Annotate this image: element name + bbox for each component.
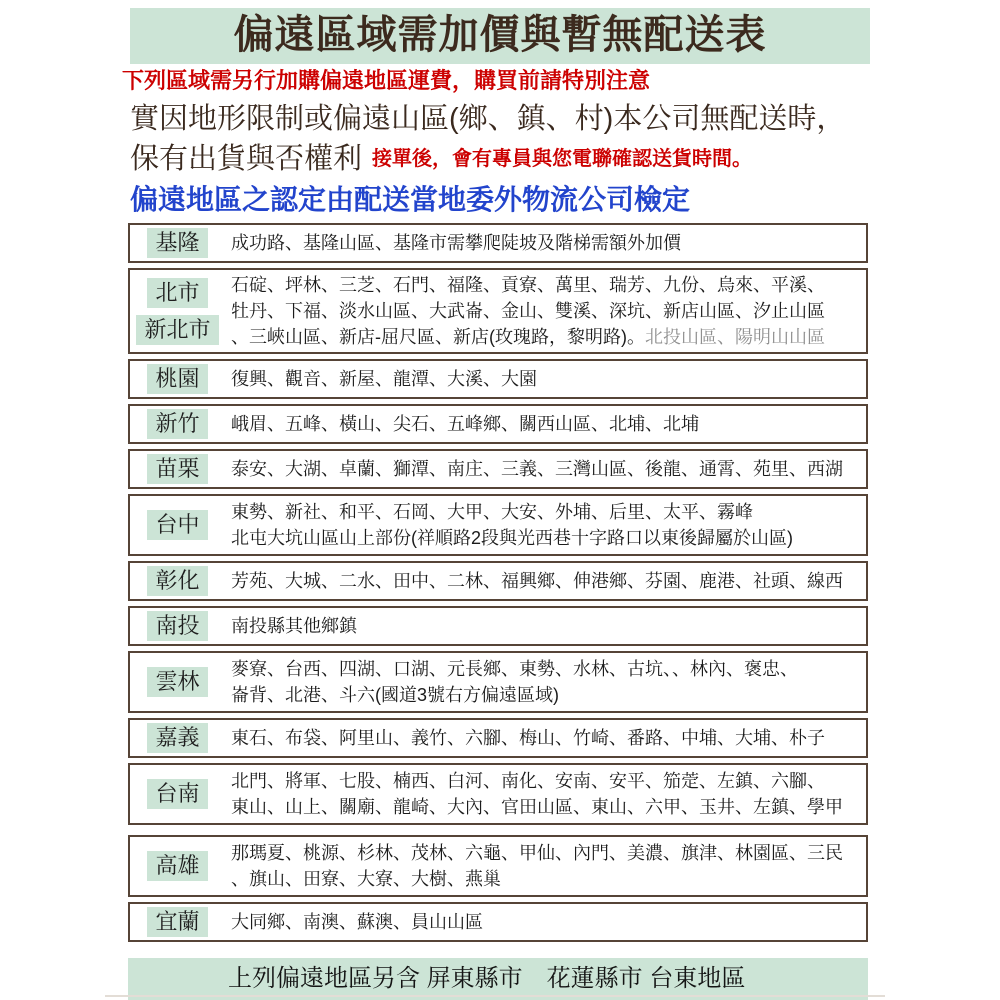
table-row — [128, 835, 868, 897]
region-areas-line: 東石、布袋、阿里山、義竹、六腳、梅山、竹崎、番路、中埔、大埔、朴子 — [231, 728, 825, 748]
table-row — [128, 359, 868, 399]
region-areas-line: 成功路、基隆山區、基隆市需攀爬陡坡及階梯需額外加價 — [231, 233, 681, 253]
region-areas — [225, 768, 866, 820]
region-label: 南投 — [147, 611, 207, 641]
region-areas — [225, 366, 866, 392]
notice-line-1: 實因地形限制或偏遠山區(鄉、鎮、村)本公司無配送時， — [130, 103, 846, 135]
region-label: 台南 — [147, 779, 207, 809]
region-label: 台中 — [147, 510, 207, 540]
region-table — [128, 223, 868, 942]
region-label-cell — [130, 364, 225, 394]
notice-line-2 — [130, 138, 1000, 180]
region-label: 嘉義 — [147, 723, 207, 753]
region-label-cell — [130, 779, 225, 809]
table-row — [128, 223, 868, 263]
table-row — [128, 494, 868, 556]
notice-paragraph — [130, 100, 1000, 180]
region-areas-line: 那瑪夏、桃源、杉林、茂林、六龜、甲仙、內門、美濃、旗津、林園區、三民 — [231, 843, 843, 863]
table-row — [128, 651, 868, 713]
region-areas — [225, 456, 866, 482]
region-areas — [225, 613, 866, 639]
region-areas-line: 南投縣其他鄉鎮 — [231, 616, 357, 636]
footer-note: 上列偏遠地區另含 屏東縣市 花蓮縣市 台東地區 — [228, 965, 746, 992]
region-areas-line: 北門、將軍、七股、楠西、白河、南化、安南、安平、笳萣、左鎮、六腳、 — [231, 771, 825, 791]
region-label-cell — [130, 566, 225, 596]
region-label-cell — [130, 228, 225, 258]
region-label-cell — [130, 454, 225, 484]
region-label: 宜蘭 — [147, 907, 207, 937]
region-label: 桃園 — [147, 364, 207, 394]
notice-line-2-main: 保有出貨與否權利 — [130, 143, 363, 175]
region-label: 雲林 — [147, 667, 207, 697]
region-label-cell — [130, 667, 225, 697]
table-row — [128, 606, 868, 646]
region-label-cell — [130, 510, 225, 540]
region-areas-line: 、三峽山區、新店-屈尺區、新店(玫瑰路，黎明路)。北投山區、陽明山山區 — [231, 327, 825, 347]
logistics-definition-note: 偏遠地區之認定由配送當地委外物流公司檢定 — [130, 184, 691, 215]
region-areas-line: 東勢、新社、和平、石岡、大甲、大安、外埔、后里、太平、霧峰 — [231, 502, 753, 522]
footer-band — [128, 958, 868, 1000]
region-areas-line: 牡丹、下福、淡水山區、大武崙、金山、雙溪、深坑、新店山區、汐止山區 — [231, 301, 825, 321]
table-row — [128, 268, 868, 354]
region-areas-line: 泰安、大湖、卓蘭、獅潭、南庄、三義、三灣山區、後龍、通霄、苑里、西湖 — [231, 459, 843, 479]
region-areas — [225, 909, 866, 935]
region-areas — [225, 725, 866, 751]
table-row — [128, 561, 868, 601]
region-areas — [225, 499, 866, 551]
region-areas-line: 石碇、坪林、三芝、石門、福隆、貢寮、萬里、瑞芳、九份、烏來、平溪、 — [231, 275, 825, 295]
region-areas — [225, 656, 866, 708]
region-areas-line: 峨眉、五峰、橫山、尖石、五峰鄉、關西山區、北埔、北埔 — [231, 414, 699, 434]
bottom-divider — [105, 995, 885, 997]
region-areas-gray-suffix: 北投山區、陽明山山區 — [644, 327, 825, 347]
title-band — [130, 8, 870, 64]
region-label: 新竹 — [147, 409, 207, 439]
table-row — [128, 718, 868, 758]
region-label-cell — [130, 278, 225, 345]
region-label-cell — [130, 723, 225, 753]
warning-note: 下列區域需另行加購偏遠地區運費，購買前請特別注意 — [122, 68, 651, 93]
region-areas-line: 麥寮、台西、四湖、口湖、元長鄉、東勢、水林、古坑、、林內、褒忠、 — [231, 659, 798, 679]
region-areas-line: 大同鄉、南澳、蘇澳、員山山區 — [231, 912, 483, 932]
table-row — [128, 449, 868, 489]
region-areas-line: 北屯大坑山區山上部份(祥順路2段與光西巷十字路口以東後歸屬於山區) — [231, 528, 793, 548]
table-row — [128, 902, 868, 942]
region-areas — [225, 840, 866, 892]
region-areas-line: 復興、觀音、新屋、龍潭、大溪、大園 — [231, 369, 537, 389]
region-areas — [225, 411, 866, 437]
region-label: 新北市 — [136, 315, 218, 345]
region-label: 彰化 — [147, 566, 207, 596]
table-row — [128, 763, 868, 825]
region-label-cell — [130, 611, 225, 641]
region-areas-line: 東山、山上、關廟、龍崎、大內、官田山區、東山、六甲、玉井、左鎮、學甲 — [231, 797, 843, 817]
region-label: 高雄 — [147, 851, 207, 881]
region-label-cell — [130, 409, 225, 439]
region-areas-line: 芳苑、大城、二水、田中、二林、福興鄉、伸港鄉、芬園、鹿港、社頭、線西 — [231, 571, 843, 591]
region-label-cell — [130, 851, 225, 881]
table-row — [128, 404, 868, 444]
region-areas — [225, 568, 866, 594]
region-areas — [225, 230, 866, 256]
region-areas-line: 崙背、北港、斗六(國道3號右方偏遠區域) — [231, 685, 559, 705]
region-label: 苗栗 — [147, 454, 207, 484]
region-label: 北市 — [147, 278, 207, 308]
region-label-cell — [130, 907, 225, 937]
region-areas-line: 、旗山、田寮、大寮、大樹、燕巢 — [231, 869, 501, 889]
region-areas — [225, 272, 866, 350]
region-label: 基隆 — [147, 228, 207, 258]
notice-line-2-red: 接單後，會有專員與您電聯確認送貨時間。 — [372, 148, 753, 170]
page-title: 偏遠區域需加價與暫無配送表 — [233, 13, 767, 57]
